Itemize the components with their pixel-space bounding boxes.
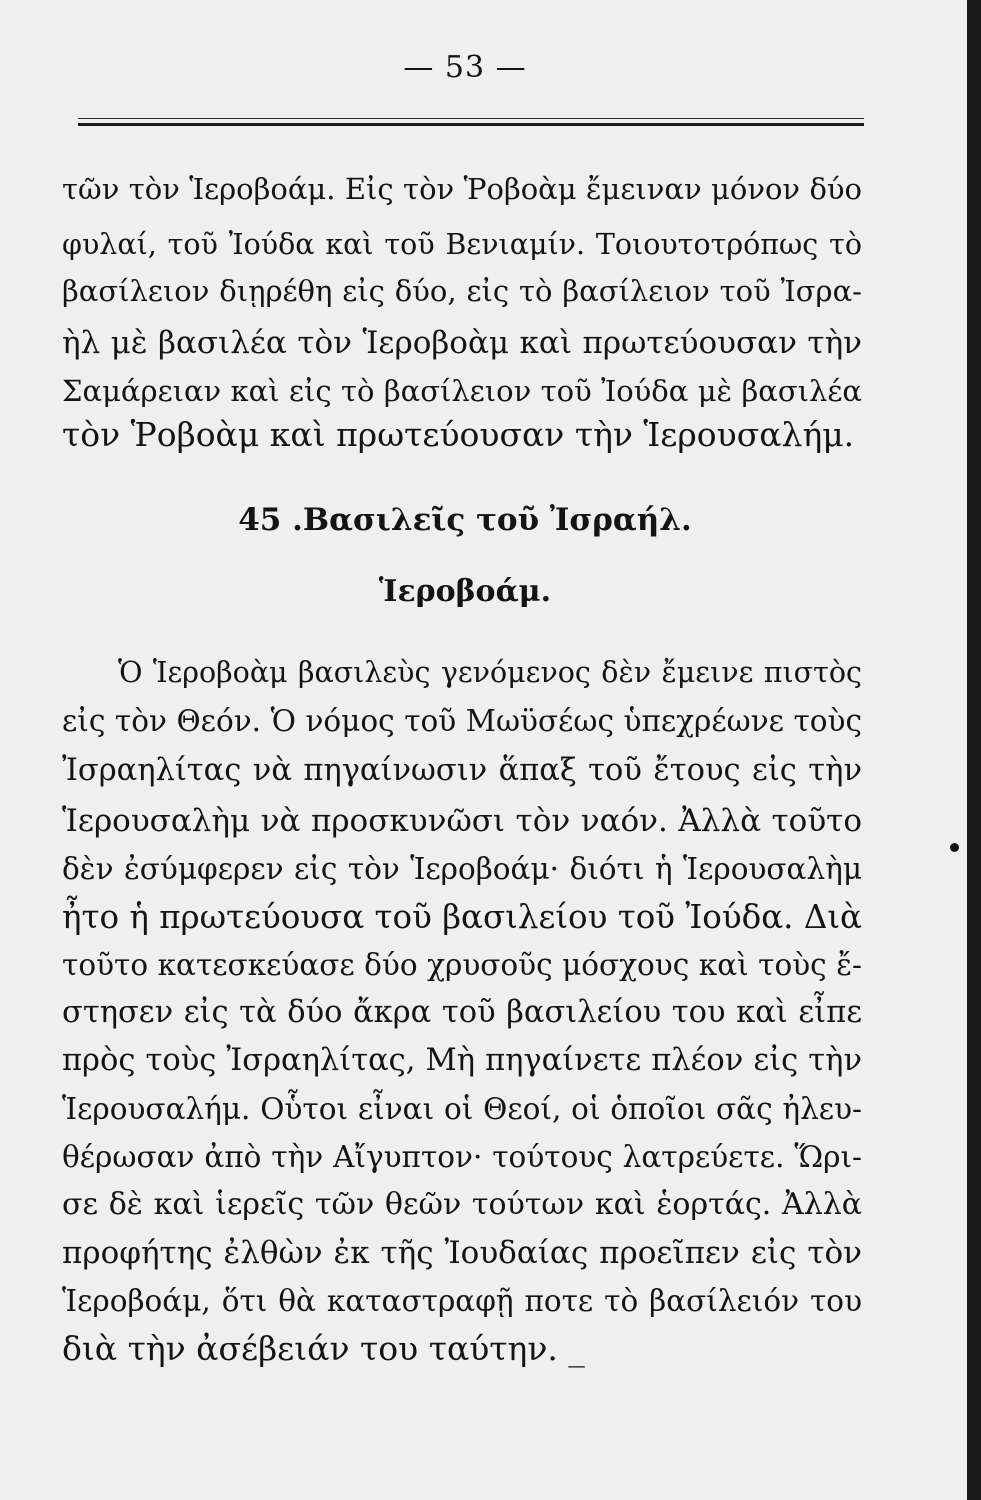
- text-line: τοῦτο κατεσκεύασε δύο χρυσοῦς μόσχους καὶ τοὺς ἔ-: [62, 948, 862, 982]
- text-line: δὲν ἐσύμφερεν εἰς τὸν Ἱεροβοάμ· διότι ἡ Ἱερουσαλὴμ: [62, 852, 862, 886]
- ink-spot: [950, 843, 959, 852]
- text-line: εἰς τὸν Θεόν. Ὁ νόμος τοῦ Μωϋσέως ὑπεχρέωνε τοὺς: [62, 704, 862, 738]
- header-rule-thick: [78, 123, 864, 126]
- header-rule-thin: [78, 118, 864, 119]
- text-line: φυλαί, τοῦ Ἰούδα καὶ τοῦ Βενιαμίν. Τοιουτοτρόπως τὸ: [62, 228, 862, 261]
- text-line: διὰ τὴν ἀσέβειάν του ταύτην. _: [62, 1329, 585, 1368]
- text-line: προφήτης ἐλθὼν ἐκ τῆς Ἰουδαίας προεῖπεν εἰς τὸν: [62, 1235, 862, 1271]
- page-number: — 53 —: [403, 50, 527, 85]
- page-edge-shadow: [967, 0, 981, 1500]
- section-subheading: Ἱεροβοάμ.: [378, 574, 552, 609]
- text-line: θέρωσαν ἀπὸ τὴν Αἴγυπτον· τούτους λατρεύετε. Ὥρι-: [62, 1140, 862, 1174]
- section-heading: 45 .Βασιλεῖς τοῦ Ἰσραήλ.: [238, 502, 692, 538]
- text-line: Ἱερουσαλήμ. Οὗτοι εἶναι οἱ Θεοί, οἱ ὁποῖοι σᾶς ἠλευ-: [62, 1092, 862, 1126]
- text-line: πρὸς τοὺς Ἰσραηλίτας, Μὴ πηγαίνετε πλέον εἰς τὴν: [62, 1043, 862, 1078]
- text-line: Ἰσραηλίτας νὰ πηγαίνωσιν ἅπαξ τοῦ ἔτους εἰς τὴν: [62, 753, 862, 788]
- text-line: Ἱερουσαλὴμ νὰ προσκυνῶσι τὸν ναόν. Ἀλλὰ τοῦτο: [62, 803, 862, 839]
- text-line: ὴλ μὲ βασιλέα τὸν Ἱεροβοὰμ καὶ πρωτεύουσαν τὴν: [62, 325, 862, 361]
- text-line: ἦτο ἡ πρωτεύουσα τοῦ βασιλείου τοῦ Ἰούδα. Διὰ: [62, 898, 862, 936]
- text-line: σε δὲ καὶ ἱερεῖς τῶν θεῶν τούτων καὶ ἑορτάς. Ἀλλὰ: [62, 1187, 862, 1222]
- text-line: Ἱεροβοάμ, ὅτι θὰ καταστραφῇ ποτε τὸ βασίλειόν του: [62, 1284, 862, 1318]
- text-line: Ὁ Ἱεροβοὰμ βασιλεὺς γενόμενος δὲν ἔμεινε πιστὸς: [118, 656, 862, 689]
- text-line: τὸν Ῥοβοὰμ καὶ πρωτεύουσαν τὴν Ἱερουσαλήμ.: [62, 415, 855, 454]
- text-line: βασίλειον διῃρέθη εἰς δύο, εἰς τὸ βασίλειον τοῦ Ἰσρα-: [62, 274, 862, 308]
- text-line: στησεν εἰς τὰ δύο ἄκρα τοῦ βασιλείου του καὶ εἶπε: [62, 995, 862, 1030]
- text-line: τῶν τὸν Ἱεροβοάμ. Εἰς τὸν Ῥοβοὰμ ἔμειναν μόνον δύο: [62, 172, 862, 206]
- text-line: Σαμάρειαν καὶ εἰς τὸ βασίλειον τοῦ Ἰούδα μὲ βασιλέα: [62, 374, 862, 408]
